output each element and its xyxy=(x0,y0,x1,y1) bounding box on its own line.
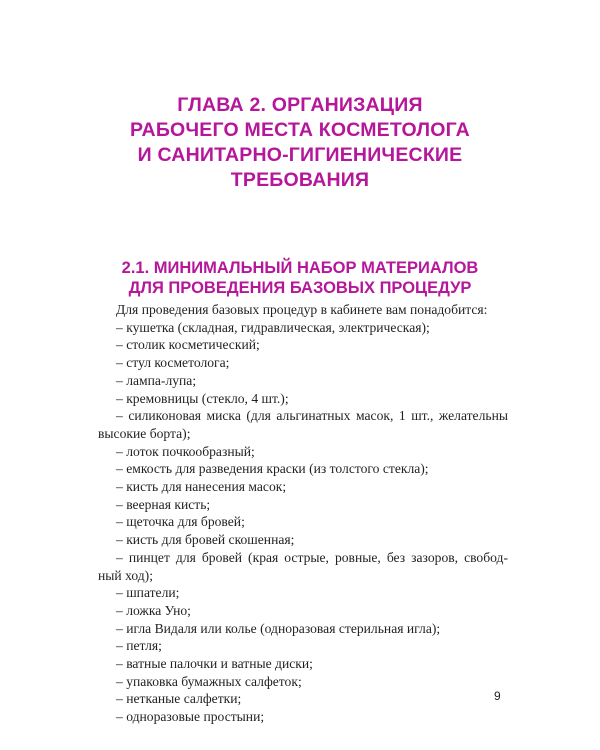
list-item: – кисть для нанесения масок; xyxy=(116,479,287,495)
section-title-line: 2.1. МИНИМАЛЬНЫЙ НАБОР МАТЕРИАЛОВ xyxy=(121,259,479,277)
list-item: – одноразовые простыни; xyxy=(116,709,265,725)
list-item: – нетканые салфетки; xyxy=(116,691,242,707)
list-item: – петля; xyxy=(116,638,162,654)
list-item: – емкость для разведения краски (из толстого стекла); xyxy=(116,461,429,477)
list-item: – упаковка бумажных салфеток; xyxy=(116,673,302,689)
body-text xyxy=(98,301,508,726)
list-item: – пинцет для бровей (края острые, ровные, без зазоров, свобод- xyxy=(116,549,508,565)
list-item: – ложка Уно; xyxy=(116,602,191,618)
list-item-continuation: ный ход); xyxy=(98,567,153,583)
list-item: – силиконовая миска (для альгинатных масок, 1 шт., желательны xyxy=(116,408,508,424)
list-item: – кисть для бровей скошенная; xyxy=(116,532,295,548)
chapter-title-line: ГЛАВА 2. ОРГАНИЗАЦИЯ xyxy=(177,94,423,116)
list-item: – стул косметолога; xyxy=(116,355,230,371)
list-item: – лампа-лупа; xyxy=(116,372,197,388)
list-item: – веерная кисть; xyxy=(116,496,211,512)
chapter-title-line: РАБОЧЕГО МЕСТА КОСМЕТОЛОГА xyxy=(130,119,470,141)
list-item: – столик косметический; xyxy=(116,337,260,353)
chapter-title-line: ТРЕБОВАНИЯ xyxy=(230,169,370,191)
list-item: – кушетка (складная, гидравлическая, электрическая); xyxy=(116,319,430,335)
list-item: – лоток почкообразный; xyxy=(116,443,255,459)
section-title-line: ДЛЯ ПРОВЕДЕНИЯ БАЗОВЫХ ПРОЦЕДУР xyxy=(128,279,472,297)
section-title xyxy=(100,258,500,298)
page-number: 9 xyxy=(494,689,501,703)
list-item: – ватные палочки и ватные диски; xyxy=(116,656,313,672)
chapter-title-line: И САНИТАРНО-ГИГИЕНИЧЕСКИЕ xyxy=(137,144,463,166)
chapter-title xyxy=(100,93,500,193)
list-item: – игла Видаля или колье (одноразовая стерильная игла); xyxy=(116,620,441,636)
list-item: – кремовницы (стекло, 4 шт.); xyxy=(116,390,289,406)
list-item: – щеточка для бровей; xyxy=(116,514,245,530)
intro-paragraph: Для проведения базовых процедур в кабинете вам понадобится: xyxy=(116,302,488,317)
list-item: – шпатели; xyxy=(116,585,180,601)
list-item-continuation: высокие борта); xyxy=(98,425,191,441)
